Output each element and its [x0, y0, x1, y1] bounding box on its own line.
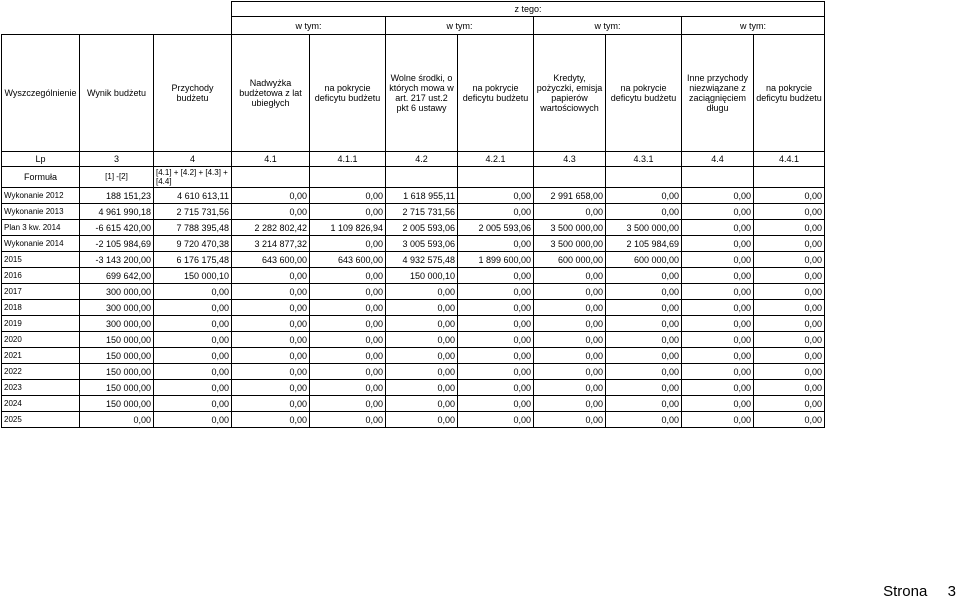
- lp-cell: 4.1: [232, 152, 310, 167]
- table-row: [2, 204, 825, 220]
- value-cell: 0,00: [232, 396, 310, 412]
- lp-cell: 4.2: [386, 152, 458, 167]
- value-cell: 0,00: [310, 412, 386, 428]
- formula-row: [2, 167, 825, 188]
- value-cell: 4 610 613,11: [154, 188, 232, 204]
- table-row: [2, 316, 825, 332]
- value-cell: 150 000,10: [154, 268, 232, 284]
- value-cell: 0,00: [606, 316, 682, 332]
- value-cell: 0,00: [682, 396, 754, 412]
- table-row: [2, 348, 825, 364]
- table-row: [2, 220, 825, 236]
- row-label: Wykonanie 2013: [2, 204, 80, 220]
- value-cell: -3 143 200,00: [80, 252, 154, 268]
- value-cell: 2 282 802,42: [232, 220, 310, 236]
- value-cell: 0,00: [682, 348, 754, 364]
- row-label: Plan 3 kw. 2014: [2, 220, 80, 236]
- value-cell: 0,00: [754, 220, 825, 236]
- value-cell: 0,00: [754, 332, 825, 348]
- column-headers: [2, 35, 825, 152]
- value-cell: 0,00: [682, 220, 754, 236]
- value-cell: 0,00: [386, 380, 458, 396]
- value-cell: 0,00: [232, 300, 310, 316]
- value-cell: 0,00: [232, 316, 310, 332]
- value-cell: 0,00: [310, 300, 386, 316]
- value-cell: 0,00: [232, 348, 310, 364]
- column-header: Wolne środki, o których mowa w art. 217 ust.2 pkt 6 ustawy: [386, 35, 458, 152]
- row-label: 2021: [2, 348, 80, 364]
- value-cell: 0,00: [682, 236, 754, 252]
- column-header: Nadwyżka budżetowa z lat ubiegłych: [232, 35, 310, 152]
- row-label: 2023: [2, 380, 80, 396]
- row-label: 2016: [2, 268, 80, 284]
- page-footer: [883, 583, 956, 600]
- value-cell: 0,00: [534, 268, 606, 284]
- value-cell: 0,00: [232, 188, 310, 204]
- value-cell: 0,00: [458, 204, 534, 220]
- value-cell: 0,00: [154, 300, 232, 316]
- value-cell: 0,00: [232, 268, 310, 284]
- w-tym-label: w tym:: [682, 17, 825, 35]
- value-cell: 0,00: [682, 380, 754, 396]
- column-header: Inne przychody niezwiązane z zaciągnięciem długu: [682, 35, 754, 152]
- value-cell: 0,00: [606, 300, 682, 316]
- budget-table: [1, 1, 825, 428]
- column-header: na pokrycie deficytu budżetu: [754, 35, 825, 152]
- value-cell: 0,00: [534, 300, 606, 316]
- page-label: Strona: [883, 583, 928, 600]
- lp-cell: 4: [154, 152, 232, 167]
- column-header: na pokrycie deficytu budżetu: [606, 35, 682, 152]
- value-cell: 0,00: [606, 284, 682, 300]
- value-cell: 0,00: [232, 364, 310, 380]
- value-cell: 0,00: [458, 364, 534, 380]
- value-cell: 0,00: [682, 284, 754, 300]
- value-cell: 0,00: [606, 364, 682, 380]
- value-cell: 0,00: [458, 268, 534, 284]
- value-cell: 4 932 575,48: [386, 252, 458, 268]
- value-cell: 150 000,00: [80, 380, 154, 396]
- value-cell: 0,00: [310, 204, 386, 220]
- value-cell: 0,00: [310, 316, 386, 332]
- table-row: [2, 412, 825, 428]
- column-header: Przychody budżetu: [154, 35, 232, 152]
- value-cell: 300 000,00: [80, 284, 154, 300]
- value-cell: 0,00: [154, 396, 232, 412]
- z-tego-row: [2, 2, 825, 17]
- value-cell: -6 615 420,00: [80, 220, 154, 236]
- lp-cell: 4.4: [682, 152, 754, 167]
- table-row: [2, 268, 825, 284]
- value-cell: 0,00: [386, 316, 458, 332]
- value-cell: 0,00: [458, 412, 534, 428]
- value-cell: 0,00: [154, 348, 232, 364]
- value-cell: 0,00: [154, 284, 232, 300]
- value-cell: 0,00: [154, 332, 232, 348]
- value-cell: 150 000,00: [80, 396, 154, 412]
- value-cell: 0,00: [682, 300, 754, 316]
- value-cell: 0,00: [754, 412, 825, 428]
- table-row: [2, 188, 825, 204]
- value-cell: 0,00: [606, 380, 682, 396]
- lp-cell: 4.1.1: [310, 152, 386, 167]
- value-cell: 0,00: [310, 364, 386, 380]
- value-cell: 300 000,00: [80, 300, 154, 316]
- value-cell: 3 500 000,00: [534, 220, 606, 236]
- row-label: 2022: [2, 364, 80, 380]
- value-cell: 0,00: [310, 188, 386, 204]
- table-row: [2, 364, 825, 380]
- value-cell: 1 109 826,94: [310, 220, 386, 236]
- value-cell: 0,00: [154, 316, 232, 332]
- value-cell: 643 600,00: [310, 252, 386, 268]
- value-cell: 0,00: [386, 300, 458, 316]
- value-cell: 0,00: [754, 252, 825, 268]
- lp-cell: 4.2.1: [458, 152, 534, 167]
- value-cell: 0,00: [232, 204, 310, 220]
- value-cell: -2 105 984,69: [80, 236, 154, 252]
- lp-cell: 4.4.1: [754, 152, 825, 167]
- value-cell: 0,00: [154, 364, 232, 380]
- value-cell: 0,00: [754, 300, 825, 316]
- value-cell: 3 500 000,00: [534, 236, 606, 252]
- value-cell: 150 000,00: [80, 348, 154, 364]
- value-cell: 0,00: [458, 380, 534, 396]
- value-cell: 3 005 593,06: [386, 236, 458, 252]
- column-header: Wynik budżetu: [80, 35, 154, 152]
- value-cell: 0,00: [606, 412, 682, 428]
- value-cell: 0,00: [606, 188, 682, 204]
- value-cell: 0,00: [682, 204, 754, 220]
- value-cell: 4 961 990,18: [80, 204, 154, 220]
- w-tym-label: w tym:: [232, 17, 386, 35]
- value-cell: 0,00: [754, 316, 825, 332]
- value-cell: 0,00: [534, 364, 606, 380]
- value-cell: 0,00: [754, 364, 825, 380]
- value-cell: 0,00: [458, 236, 534, 252]
- value-cell: 0,00: [458, 348, 534, 364]
- row-label: Wykonanie 2012: [2, 188, 80, 204]
- value-cell: 150 000,10: [386, 268, 458, 284]
- value-cell: 0,00: [458, 396, 534, 412]
- value-cell: 0,00: [534, 316, 606, 332]
- value-cell: 0,00: [682, 316, 754, 332]
- value-cell: 0,00: [754, 268, 825, 284]
- value-cell: 0,00: [310, 396, 386, 412]
- value-cell: 2 991 658,00: [534, 188, 606, 204]
- column-header: Kredyty, pożyczki, emisja papierów wartościowych: [534, 35, 606, 152]
- value-cell: 0,00: [310, 380, 386, 396]
- z-tego-label: z tego:: [232, 2, 825, 17]
- value-cell: 0,00: [232, 380, 310, 396]
- value-cell: 0,00: [310, 268, 386, 284]
- page-number: 3: [947, 583, 956, 600]
- w-tym-label: w tym:: [534, 17, 682, 35]
- value-cell: 2 105 984,69: [606, 236, 682, 252]
- lp-cell: 3: [80, 152, 154, 167]
- value-cell: 300 000,00: [80, 316, 154, 332]
- value-cell: 0,00: [386, 284, 458, 300]
- value-cell: 0,00: [386, 348, 458, 364]
- value-cell: 0,00: [606, 396, 682, 412]
- value-cell: 0,00: [310, 236, 386, 252]
- value-cell: 0,00: [310, 332, 386, 348]
- value-cell: 0,00: [80, 412, 154, 428]
- value-cell: 150 000,00: [80, 364, 154, 380]
- lp-row: [2, 152, 825, 167]
- table-row: [2, 236, 825, 252]
- w-tym-row: [2, 17, 825, 35]
- table-row: [2, 380, 825, 396]
- formula-przychody: [4.1] + [4.2] + [4.3] + [4.4]: [154, 167, 232, 188]
- table-body: [2, 188, 825, 428]
- value-cell: 0,00: [154, 380, 232, 396]
- value-cell: 0,00: [606, 268, 682, 284]
- value-cell: 0,00: [534, 284, 606, 300]
- value-cell: 600 000,00: [534, 252, 606, 268]
- row-label: 2020: [2, 332, 80, 348]
- value-cell: 0,00: [534, 396, 606, 412]
- value-cell: 2 715 731,56: [386, 204, 458, 220]
- value-cell: 0,00: [682, 332, 754, 348]
- value-cell: 0,00: [534, 380, 606, 396]
- value-cell: 1 618 955,11: [386, 188, 458, 204]
- lp-cell: 4.3: [534, 152, 606, 167]
- value-cell: 600 000,00: [606, 252, 682, 268]
- value-cell: 0,00: [458, 332, 534, 348]
- value-cell: 0,00: [232, 412, 310, 428]
- table-row: [2, 332, 825, 348]
- value-cell: 0,00: [458, 188, 534, 204]
- row-label: 2015: [2, 252, 80, 268]
- value-cell: 0,00: [232, 332, 310, 348]
- value-cell: 0,00: [534, 204, 606, 220]
- row-label: 2017: [2, 284, 80, 300]
- value-cell: 0,00: [534, 412, 606, 428]
- table-row: [2, 284, 825, 300]
- value-cell: 0,00: [606, 204, 682, 220]
- value-cell: 0,00: [682, 268, 754, 284]
- value-cell: 0,00: [754, 236, 825, 252]
- table-row: [2, 300, 825, 316]
- value-cell: 7 788 395,48: [154, 220, 232, 236]
- value-cell: 0,00: [682, 188, 754, 204]
- column-header: na pokrycie deficytu budżetu: [458, 35, 534, 152]
- value-cell: 0,00: [534, 348, 606, 364]
- row-label: 2024: [2, 396, 80, 412]
- column-header: Wyszczególnienie: [2, 35, 80, 152]
- value-cell: 0,00: [682, 364, 754, 380]
- value-cell: 0,00: [754, 348, 825, 364]
- value-cell: 3 214 877,32: [232, 236, 310, 252]
- row-label: 2018: [2, 300, 80, 316]
- value-cell: 188 151,23: [80, 188, 154, 204]
- value-cell: 0,00: [386, 364, 458, 380]
- w-tym-label: w tym:: [386, 17, 534, 35]
- row-label: Wykonanie 2014: [2, 236, 80, 252]
- value-cell: 0,00: [534, 332, 606, 348]
- value-cell: 2 715 731,56: [154, 204, 232, 220]
- column-header: na pokrycie deficytu budżetu: [310, 35, 386, 152]
- value-cell: 643 600,00: [232, 252, 310, 268]
- value-cell: 3 500 000,00: [606, 220, 682, 236]
- row-label: 2025: [2, 412, 80, 428]
- value-cell: 0,00: [458, 316, 534, 332]
- lp-cell: Lp: [2, 152, 80, 167]
- row-label: 2019: [2, 316, 80, 332]
- value-cell: 0,00: [606, 332, 682, 348]
- value-cell: 0,00: [682, 412, 754, 428]
- value-cell: 0,00: [310, 348, 386, 364]
- value-cell: 2 005 593,06: [458, 220, 534, 236]
- value-cell: 0,00: [232, 284, 310, 300]
- value-cell: 0,00: [386, 412, 458, 428]
- formula-label: Formuła: [2, 167, 80, 188]
- formula-wynik: [1] -[2]: [80, 167, 154, 188]
- value-cell: 0,00: [310, 284, 386, 300]
- value-cell: 0,00: [386, 332, 458, 348]
- lp-cell: 4.3.1: [606, 152, 682, 167]
- value-cell: 0,00: [754, 188, 825, 204]
- value-cell: 150 000,00: [80, 332, 154, 348]
- value-cell: 0,00: [458, 300, 534, 316]
- value-cell: 699 642,00: [80, 268, 154, 284]
- value-cell: 1 899 600,00: [458, 252, 534, 268]
- value-cell: 0,00: [386, 396, 458, 412]
- value-cell: 0,00: [458, 284, 534, 300]
- value-cell: 2 005 593,06: [386, 220, 458, 236]
- value-cell: 0,00: [754, 396, 825, 412]
- value-cell: 0,00: [754, 380, 825, 396]
- value-cell: 6 176 175,48: [154, 252, 232, 268]
- value-cell: 0,00: [682, 252, 754, 268]
- value-cell: 0,00: [754, 204, 825, 220]
- value-cell: 0,00: [606, 348, 682, 364]
- value-cell: 9 720 470,38: [154, 236, 232, 252]
- value-cell: 0,00: [754, 284, 825, 300]
- table-row: [2, 252, 825, 268]
- value-cell: 0,00: [154, 412, 232, 428]
- table-row: [2, 396, 825, 412]
